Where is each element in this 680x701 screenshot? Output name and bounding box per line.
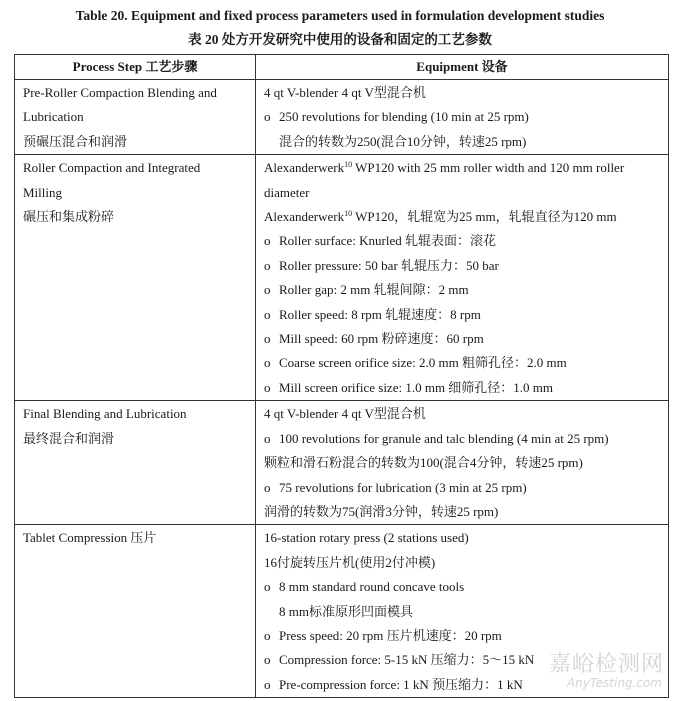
parameter-bullet-item <box>264 254 660 278</box>
equipment-cell <box>256 401 669 525</box>
equipment-text: WP120 with 25 mm roller width and 120 mm roller <box>352 160 625 176</box>
table-body <box>15 80 669 698</box>
equipment-text: 润滑的转数为75(润滑3分钟，转速25 rpm) <box>264 503 499 519</box>
equipment-text: 4 qt V-blender 4 qt V型混合机 <box>264 406 426 422</box>
bullet-marker-icon: o <box>264 355 271 371</box>
bullet-marker-icon: o <box>264 306 271 322</box>
process-step-cell <box>15 401 256 525</box>
equipment-line <box>264 81 660 105</box>
table-row <box>15 155 669 401</box>
reference-superscript: 10 <box>344 209 353 219</box>
header-process-step: Process Step 工艺步骤 <box>15 55 256 80</box>
bullet-marker-icon: o <box>264 652 271 668</box>
process-step-line: Pre-Roller Compaction Blending and <box>23 85 217 100</box>
table-title-english: Table 20. Equipment and fixed process parameters used in formulation development studies <box>75 8 605 23</box>
bullet-marker-icon: o <box>264 579 271 595</box>
parameter-bullet-item <box>264 624 660 648</box>
header-equipment: Equipment 设备 <box>256 55 669 80</box>
table-row <box>15 80 669 155</box>
equipment-text: WP120，轧辊宽为25 mm，轧辊直径为120 mm <box>352 209 617 225</box>
process-step-line: Lubrication <box>23 109 84 125</box>
parameter-bullet-item <box>264 351 660 375</box>
equipment-text: 8 mm标准原形凹面模具 <box>279 603 413 619</box>
equipment-text: 4 qt V-blender 4 qt V型混合机 <box>264 85 426 100</box>
watermark-english: AnyTesting.com <box>566 676 662 690</box>
bullet-marker-icon: o <box>264 109 271 125</box>
equipment-line <box>264 130 660 154</box>
bullet-marker-icon: o <box>264 627 271 643</box>
bullet-marker-icon: o <box>264 257 271 273</box>
equipment-text: Mill screen orifice size: 1.0 mm 细筛孔径：1.0 mm <box>279 379 554 395</box>
equipment-line <box>264 156 660 180</box>
process-step-cell <box>15 525 256 698</box>
equipment-line <box>264 551 660 575</box>
equipment-text: 颗粒和滑石粉混合的转数为100(混合4分钟，转速25 rpm) <box>264 455 583 471</box>
equipment-text: Roller pressure: 50 bar 轧辊压力：50 bar <box>279 257 499 273</box>
parameter-bullet-item <box>264 303 660 327</box>
bullet-marker-icon: o <box>264 233 271 249</box>
equipment-text: 混合的转数为250(混合10分钟，转速25 rpm) <box>279 133 527 149</box>
parameter-bullet-item <box>264 229 660 253</box>
process-step-line: 碾压和集成粉碎 <box>23 209 115 225</box>
parameter-bullet-item <box>264 427 660 451</box>
parameter-bullet-item <box>264 575 660 599</box>
equipment-text: 8 mm standard round concave tools <box>279 579 465 595</box>
table-row <box>15 401 669 525</box>
bullet-marker-icon: o <box>264 676 271 692</box>
equipment-line <box>264 500 660 524</box>
bullet-marker-icon: o <box>264 282 271 298</box>
bullet-marker-icon: o <box>264 479 271 495</box>
bullet-marker-icon: o <box>264 379 271 395</box>
equipment-text: Roller gap: 2 mm 轧辊间隙：2 mm <box>279 282 469 298</box>
bullet-marker-icon: o <box>264 331 271 347</box>
process-step-line: Milling <box>23 184 63 200</box>
process-step-line: Roller Compaction and Integrated <box>23 160 201 176</box>
parameter-bullet-item <box>264 327 660 351</box>
equipment-text: 100 revolutions for granule and talc blending (4 min at 25 rpm) <box>279 430 609 446</box>
equipment-text: Coarse screen orifice size: 2.0 mm 粗筛孔径：2.0 mm <box>279 355 567 371</box>
reference-superscript: 10 <box>344 160 353 170</box>
equipment-line <box>264 451 660 475</box>
equipment-text: diameter <box>264 184 310 200</box>
parameter-bullet-item <box>264 476 660 500</box>
equipment-text: Roller speed: 8 rpm 轧辊速度：8 rpm <box>279 306 481 322</box>
bullet-marker-icon: o <box>264 430 271 446</box>
equipment-line <box>264 181 660 205</box>
equipment-brand: Alexanderwerk <box>264 160 345 176</box>
equipment-brand: Alexanderwerk <box>264 209 345 225</box>
table-header-row <box>15 55 669 80</box>
equipment-line <box>264 205 660 229</box>
process-step-line: Tablet Compression 压片 <box>23 530 157 546</box>
process-step-line: 预碾压混合和润滑 <box>23 133 128 149</box>
parameter-bullet-item <box>264 278 660 302</box>
equipment-line <box>264 402 660 426</box>
equipment-cell <box>256 80 669 155</box>
process-step-line: Final Blending and Lubrication <box>23 406 187 422</box>
equipment-text: Compression force: 5-15 kN 压缩力：5～15 kN <box>279 652 535 668</box>
equipment-cell <box>256 155 669 401</box>
equipment-text: Pre-compression force: 1 kN 预压缩力：1 kN <box>279 676 523 692</box>
parameter-bullet-item <box>264 376 660 400</box>
equipment-table <box>14 54 669 698</box>
equipment-line <box>264 526 660 550</box>
equipment-text: 250 revolutions for blending (10 min at 25 rpm) <box>279 109 529 125</box>
equipment-text: 75 revolutions for lubrication (3 min at 25 rpm) <box>279 479 527 495</box>
equipment-text: 16-station rotary press (2 stations used) <box>264 530 469 546</box>
process-step-cell <box>15 80 256 155</box>
watermark-chinese: 嘉峪检测网 <box>548 652 664 677</box>
equipment-text: Press speed: 20 rpm 压片机速度：20 rpm <box>279 627 502 643</box>
table-title-chinese: 表 20 处方开发研究中使用的设备和固定的工艺参数 <box>188 32 492 47</box>
equipment-text: Roller surface: Knurled 轧辊表面：滚花 <box>279 233 496 249</box>
equipment-text: 16付旋转压片机(使用2付冲模) <box>264 554 436 570</box>
process-step-line: 最终混合和润滑 <box>23 430 115 446</box>
parameter-bullet-item <box>264 105 660 129</box>
process-step-cell <box>15 155 256 401</box>
equipment-text: Mill speed: 60 rpm 粉碎速度：60 rpm <box>279 331 484 347</box>
equipment-line <box>264 600 660 624</box>
